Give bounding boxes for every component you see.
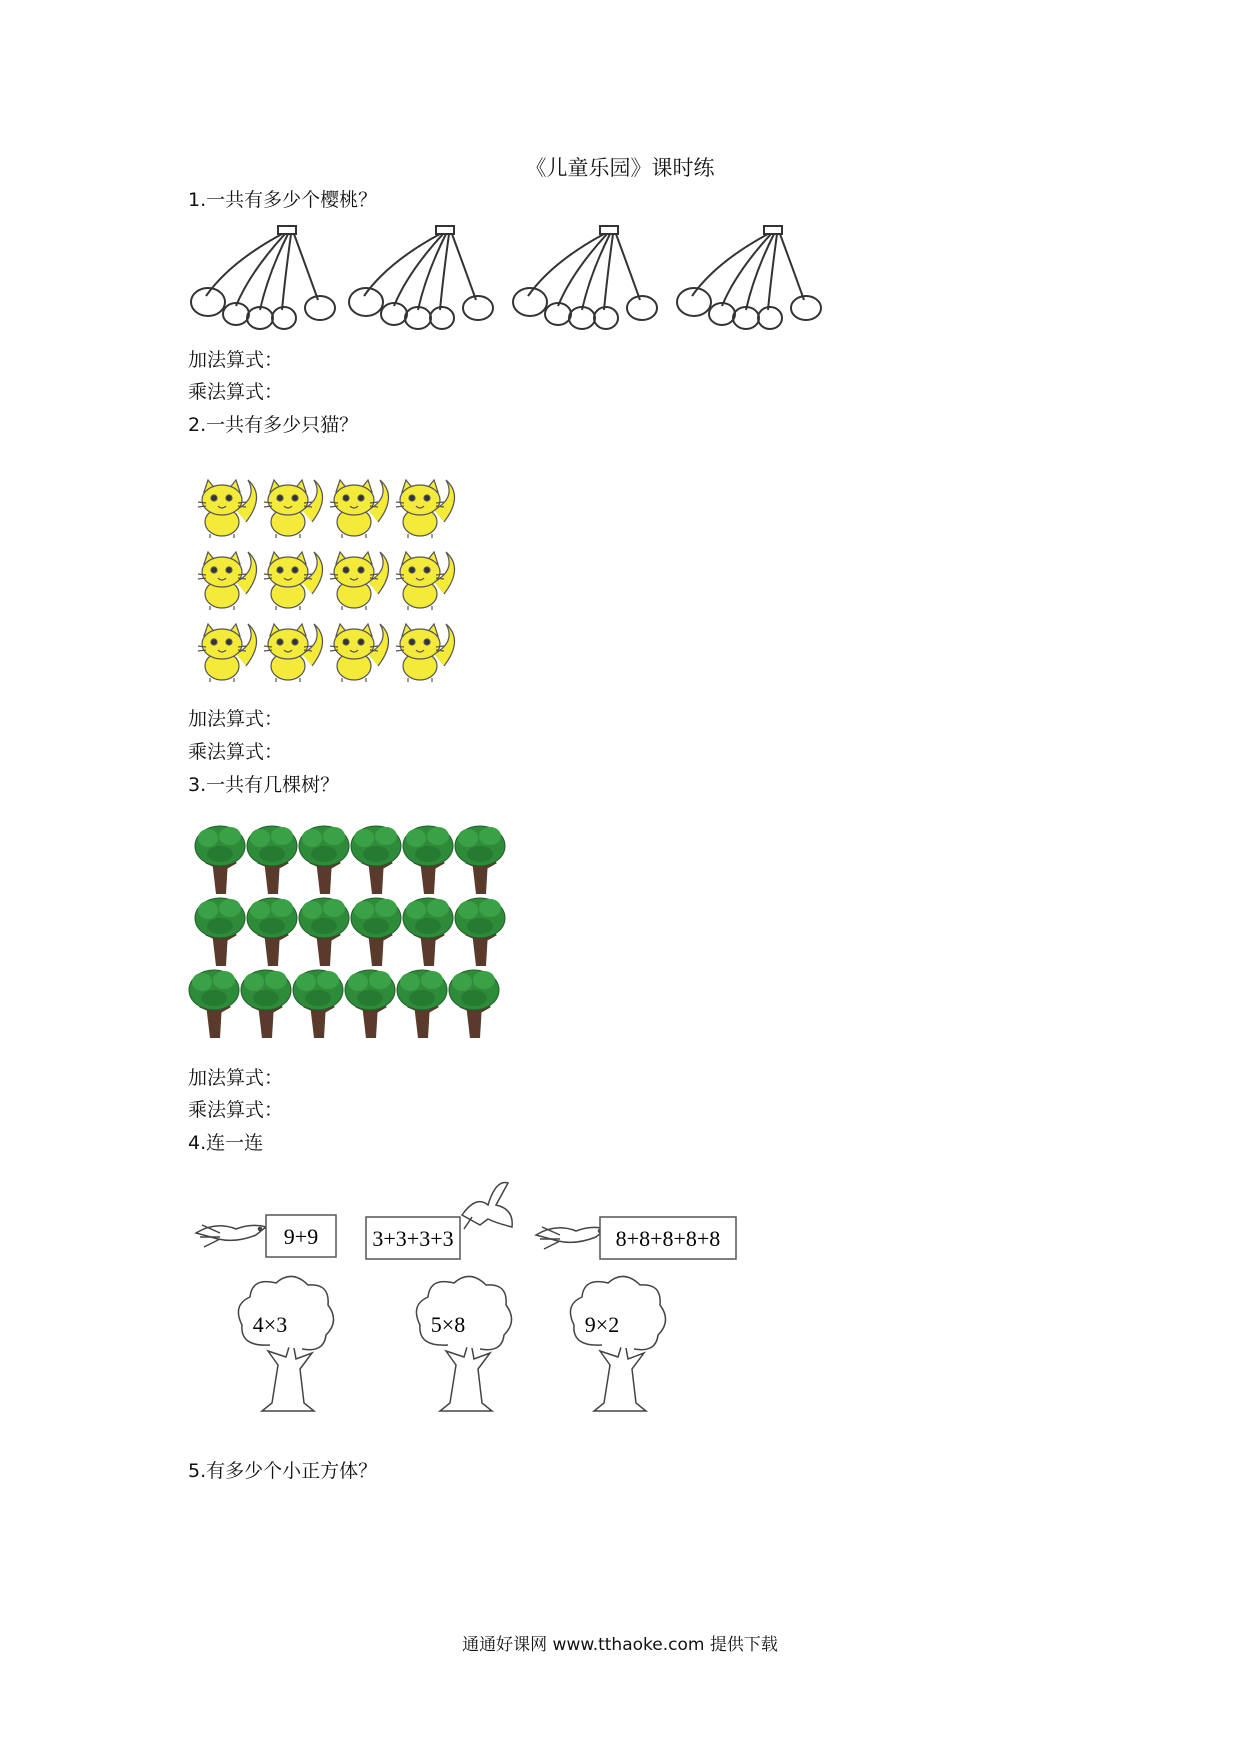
q1-addition-label: 加法算式： — [188, 349, 284, 371]
page-title: 《儿童乐园》课时练 — [525, 156, 715, 180]
q1-multiplication-label: 乘法算式： — [188, 381, 284, 403]
cherry-illustration — [190, 222, 840, 342]
tree-illustration — [196, 818, 526, 1040]
box-label-3: 8+8+8+8+8 — [615, 1226, 721, 1251]
tree-label-2: 5×8 — [430, 1312, 466, 1337]
q5-question: 5.有多少个小正方体？ — [188, 1460, 378, 1482]
box-label-1: 9+9 — [283, 1224, 319, 1249]
q1-question: 1.一共有多少个樱桃？ — [188, 189, 378, 211]
q2-question: 2.一共有多少只猫？ — [188, 414, 359, 436]
box-label-2: 3+3+3+3 — [372, 1226, 454, 1251]
q4-question: 4.连一连 — [188, 1132, 264, 1154]
q2-addition-label: 加法算式： — [188, 708, 284, 730]
cat-illustration — [196, 478, 466, 688]
footer-text: 通通好课网 www.tthaoke.com 提供下载 — [462, 1635, 778, 1655]
q3-question: 3.一共有几棵树？ — [188, 774, 340, 796]
q3-multiplication-label: 乘法算式： — [188, 1099, 284, 1121]
q3-addition-label: 加法算式： — [188, 1067, 284, 1089]
q2-multiplication-label: 乘法算式： — [188, 741, 284, 763]
tree-label-3: 9×2 — [584, 1312, 620, 1337]
tree-label-1: 4×3 — [252, 1312, 288, 1337]
matching-illustration — [196, 1175, 756, 1415]
